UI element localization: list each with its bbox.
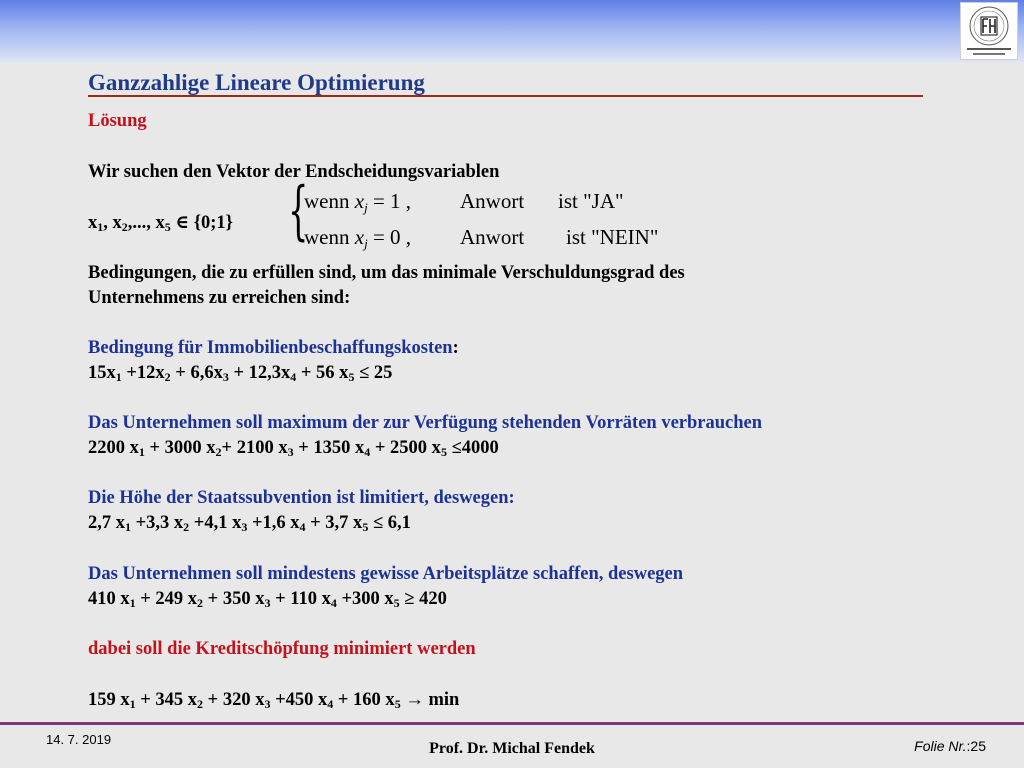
condition-2-label: Das Unternehmen soll maximum der zur Verfügung stehenden Vorräten verbrauchen [88, 413, 763, 433]
title-underline [88, 95, 923, 97]
intro-text: Wir suchen den Vektor der Endscheidungsvariablen [88, 162, 500, 182]
condition-1-label: Bedingung für Immobilienbeschaffungskosten: [88, 338, 459, 358]
variable-cases [288, 174, 708, 252]
condition-4-label: Das Unternehmen soll mindestens gewisse Arbeitsplätze schaffen, deswegen [88, 564, 684, 584]
case-yes: wenn $x_j = 1$ , Anwort ist "JA" [304, 189, 624, 215]
condition-3-equation: 2,7 $x_1 +3,3$ $x_2 +4,1$ $x_3 +1,6$ $x_4 + 3,7$ $x_5 \le 6,1$ [88, 513, 411, 534]
condition-2-equation: 2200 $x_1 + 3000$ $x_2+ 2100$ $x_3 + 1350$ $x_4 + 2500$ $x_5 \le 4000$ [88, 438, 499, 459]
footer-author: Prof. Dr. Michal Fendek [429, 740, 595, 757]
footer-date: 14. 7. 2019 [46, 732, 112, 747]
solution-heading: Lösung [88, 111, 147, 131]
condition-4-equation: 410 $x_1 + 249$ $x_2 + 350$ $x_3 + 110$ $x_4 +300$ $x_5 \ge 420$ [88, 589, 447, 610]
condition-3-label: Die Höhe der Staatssubvention ist limitiert, deswegen: [88, 488, 515, 508]
slide-title: Ganzzahlige Lineare Optimierung [88, 70, 425, 95]
objective-label: dabei soll die Kreditschöpfung minimiert werden [88, 639, 476, 659]
variables-definition: $x_1$, $x_2$,..., $x_5$ ∈ {0;1} [88, 213, 233, 234]
objective-equation: 159 $x_1 + 345$ $x_2 + 320$ $x_3 +450$ $x_4 + 160$ $x_5 \to \min$ [88, 690, 460, 711]
footer-page-number: Folie Nr.:25 [914, 738, 986, 754]
university-logo [960, 2, 1018, 60]
header-gradient-bar [0, 0, 1024, 62]
case-no: wenn $x_j = 0$ , Anwort ist "NEIN" [304, 225, 659, 251]
conditions-intro-line-2: Unternehmens zu erreichen sind: [88, 288, 351, 308]
brace-glyph: { [288, 174, 309, 248]
conditions-intro-line-1: Bedingungen, die zu erfüllen sind, um das minimale Verschuldungsgrad des [88, 263, 685, 283]
condition-1-equation: $15x_1 +12x_2 + 6,6x_3 + 12,3x_4 + 56$ $x_5 \le 25$ [88, 363, 393, 384]
footer-divider [0, 722, 1024, 725]
